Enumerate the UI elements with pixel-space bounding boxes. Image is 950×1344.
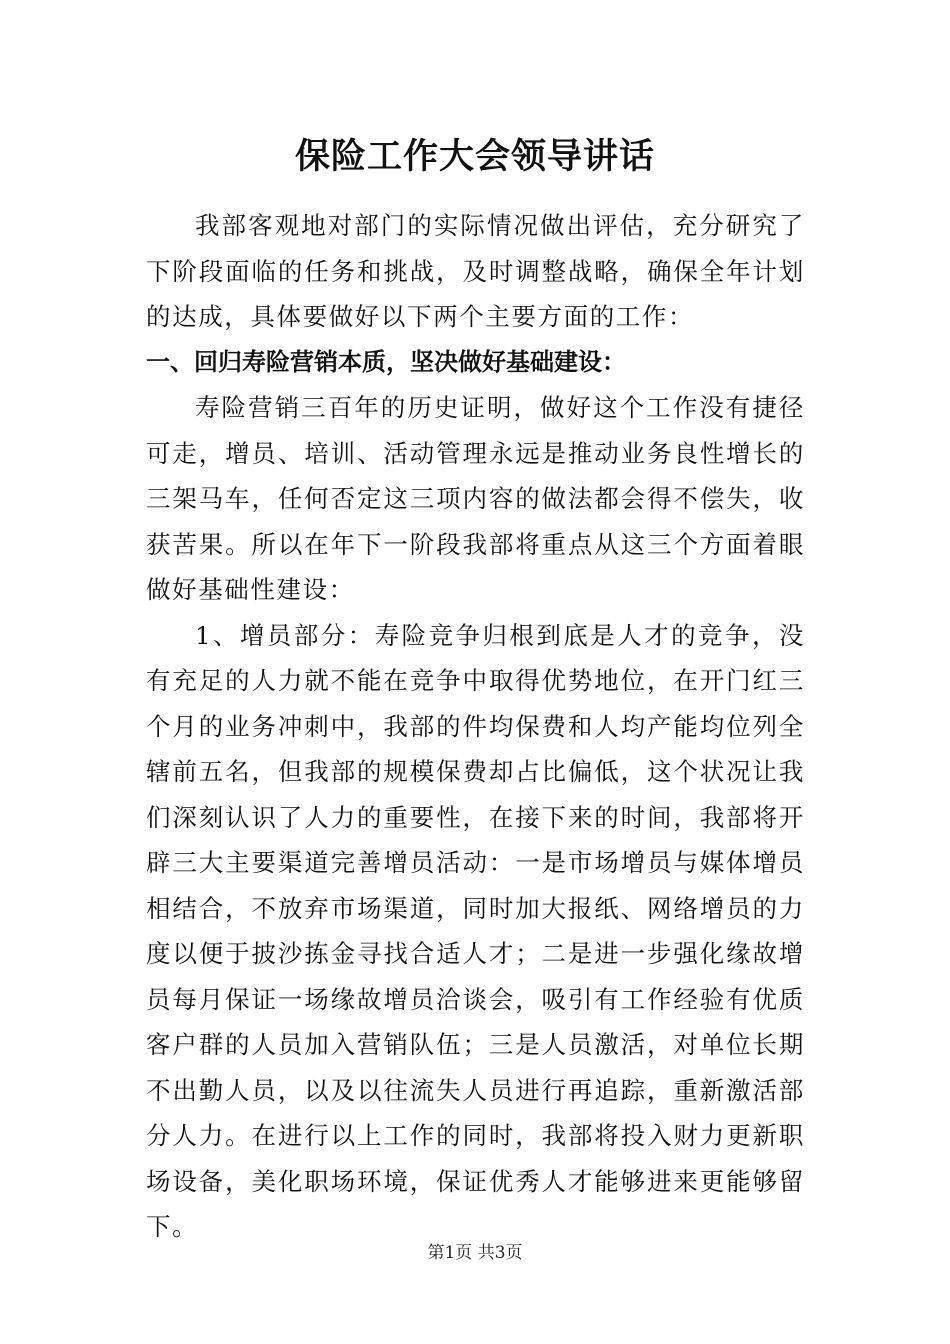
body-paragraph: 寿险营销三百年的历史证明，做好这个工作没有捷径可走，增员、培训、活动管理永远是推动业务良性增长的三架马车，任何否定这三项内容的做法都会得不偿失，收获苦果。所以在年下一阶段我部将重点从这三个方面着眼做好基础性建设： (146, 393, 805, 604)
page-footer: 第1页 共3页 (427, 1243, 523, 1263)
section-heading: 一、回归寿险营销本质，坚决做好基础建设： (146, 347, 626, 376)
document-body (146, 203, 805, 1250)
intro-paragraph: 我部客观地对部门的实际情况做出评估，充分研究了下阶段面临的任务和挑战，及时调整战略，确保全年计划的达成，具体要做好以下两个主要方面的工作： (146, 211, 805, 331)
body-paragraph: 1、增员部分：寿险竞争归根到底是人才的竞争，没有充足的人力就不能在竞争中取得优势地位，在开门红三个月的业务冲刺中，我部的件均保费和人均产能均位列全辖前五名，但我部的规模保费却占比偏低，这个状况让我们深刻认识了人力的重要性，在接下来的时间，我部将开辟三大主要渠道完善增员活动：一是市场增员与媒体增员相结合，不放弃市场渠道，同时加大报纸、网络增员的力度以便于披沙拣金寻找合适人才；二是进一步强化缘故增员每月保证一场缘故增员洽谈会，吸引有工作经验有优质客户群的人员加入营销队伍；三是人员激活，对单位长期不出勤人员，以及以往流失人员进行再追踪，重新激活部分人力。在进行以上工作的同时，我部将投入财力更新职场设备，美化职场环境，保证优秀人才能够进来更能够留下。 (146, 620, 805, 1241)
page-title: 保险工作大会领导讲话 (294, 136, 655, 177)
